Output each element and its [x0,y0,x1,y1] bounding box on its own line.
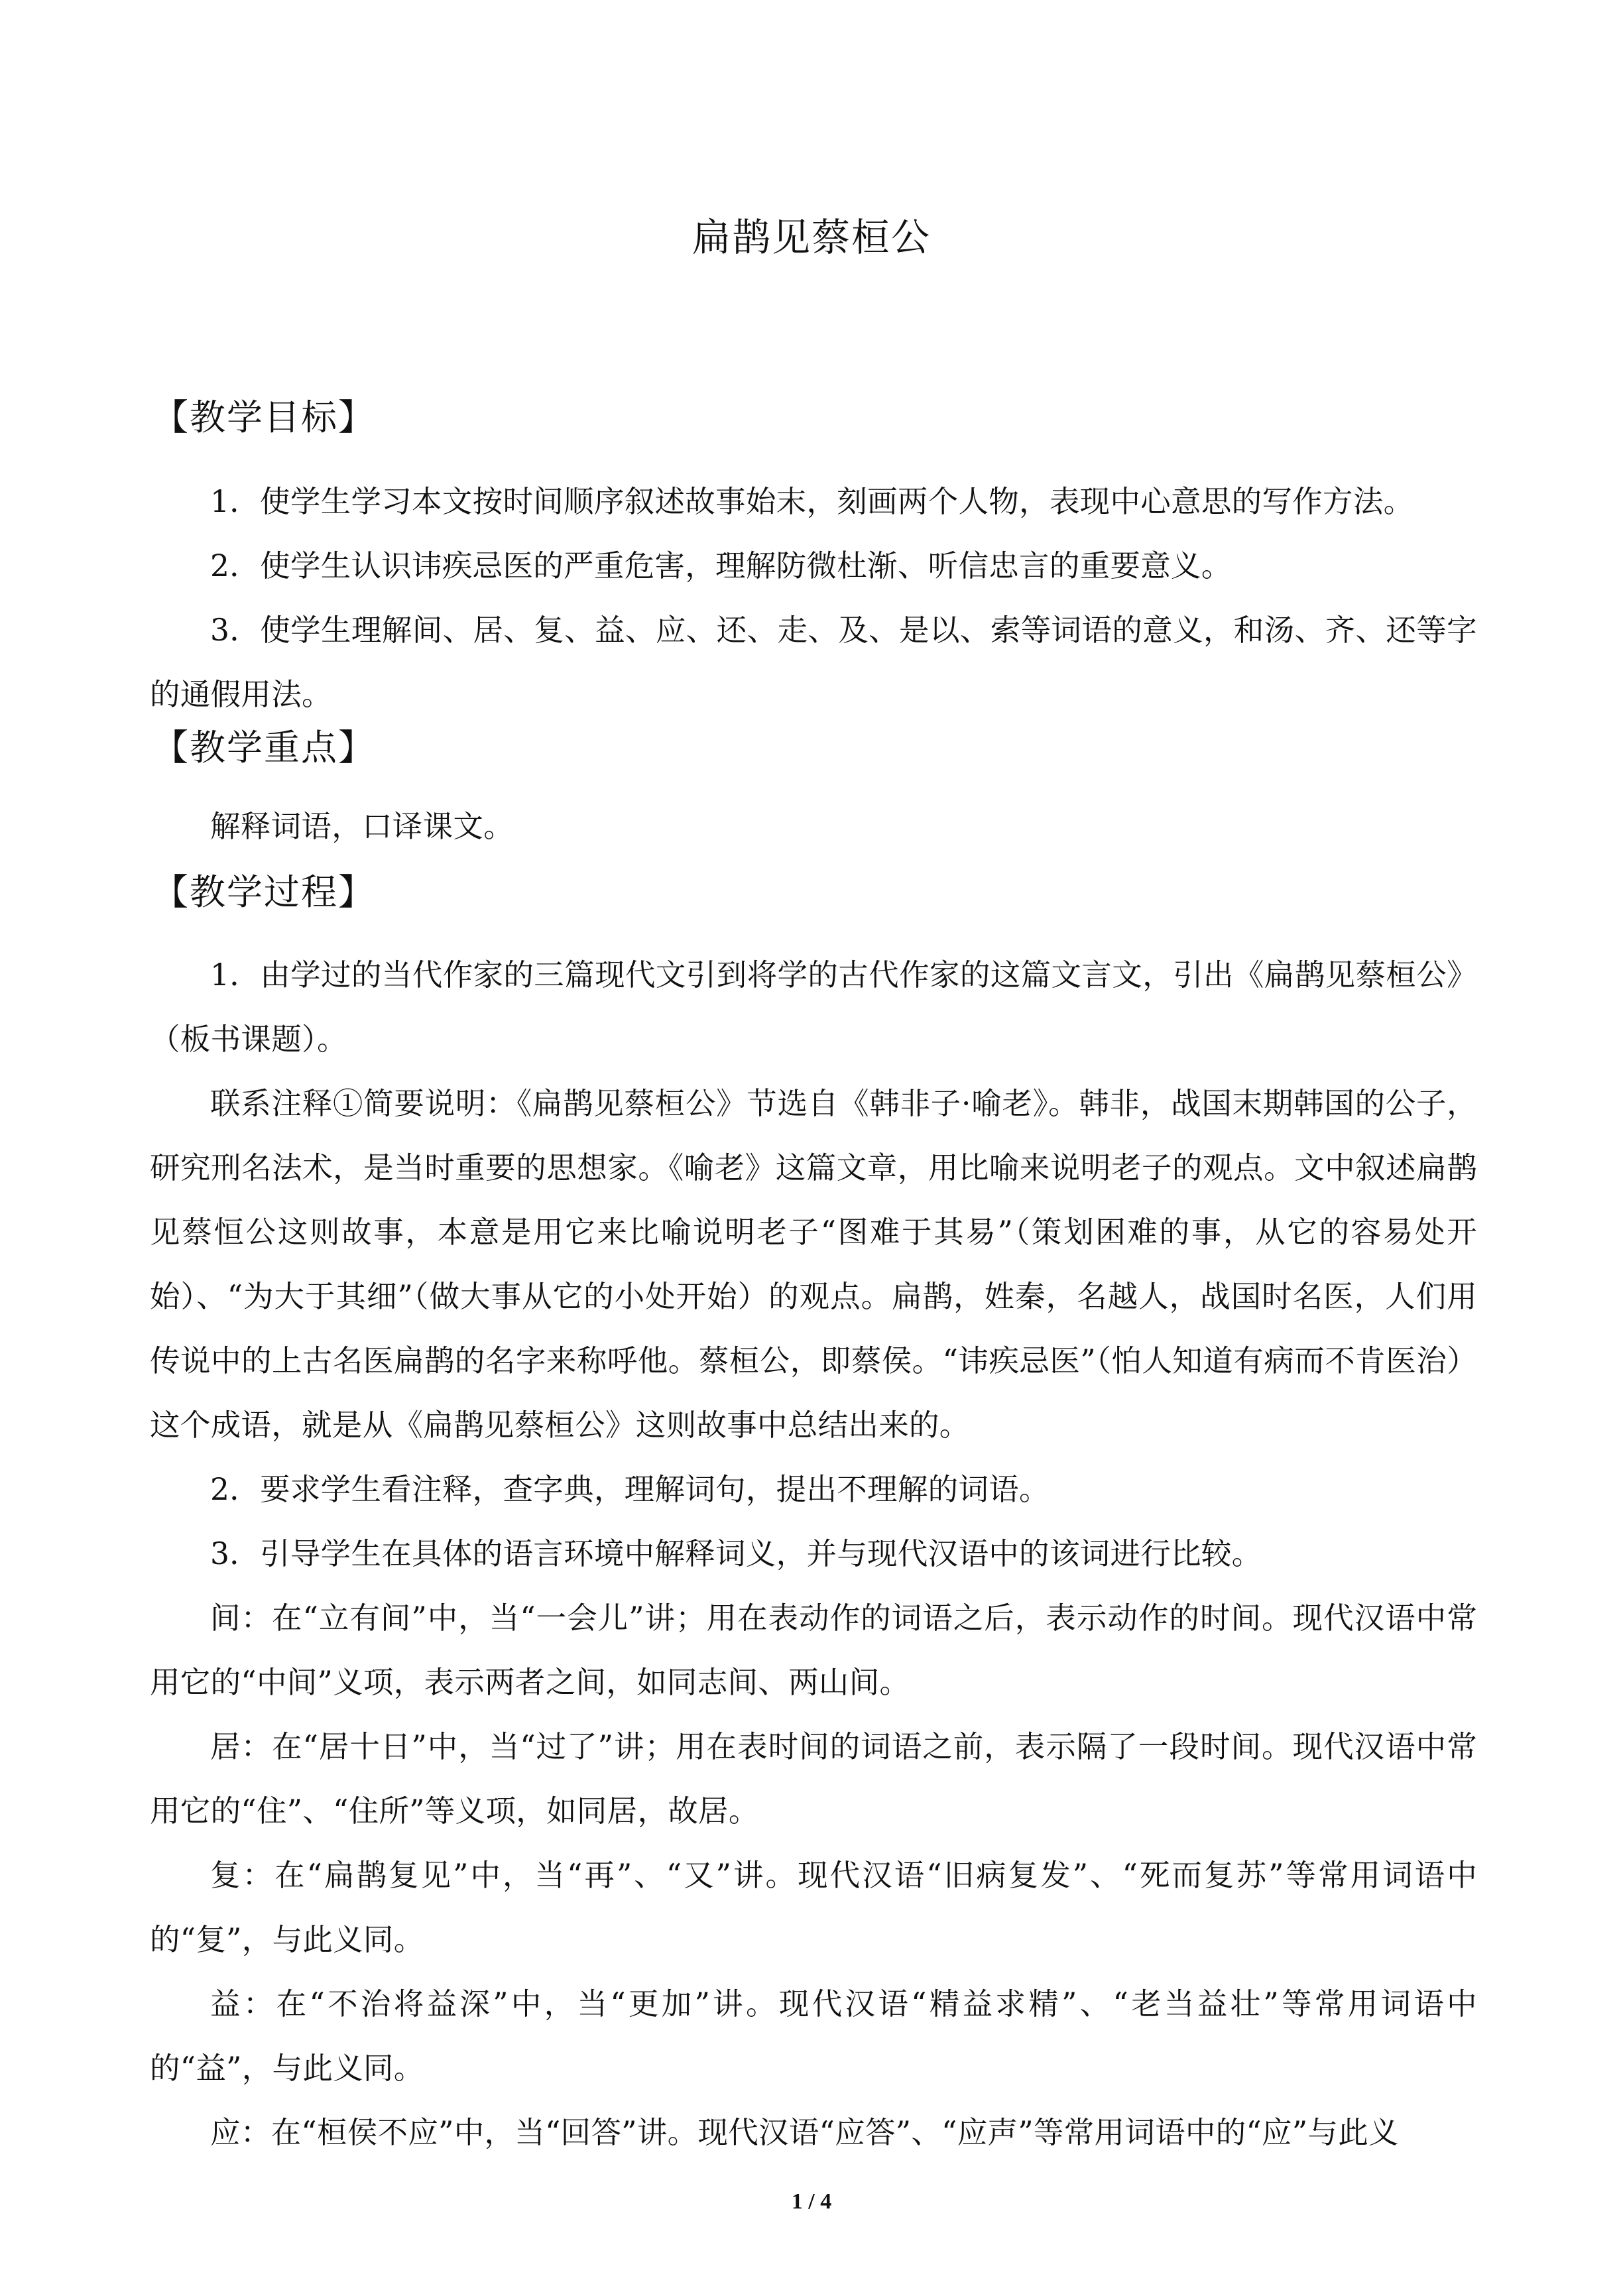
section-heading-focus: 【教学重点】 [152,727,375,768]
process-paragraph-3: 2．要求学生看注释，查字典，理解词句，提出不理解的词语。 [210,1472,1050,1507]
process-paragraph-2: 联系注释①简要说明：《扁鹊见蔡桓公》节选自《韩非子·喻老》。韩非，战国末期韩国的公子，研究刑名法术，是当时重要的思想家。《喻老》这篇文章，用比喻来说明老子的观点。文中叙述扁鹊见蔡恒公这则故事，本意是用它来比喻说明老子“图难于其易”（策划困难的事，从它的容易处开始）、“为大于其细”（做大事从它的小处开始）的观点。扁鹊，姓秦，名越人，战国时名医，人们用传说中的上古名医扁鹊的名字来称呼他。蔡桓公，即蔡侯。“讳疾忌医”（怕人知道有病而不肯医治）这个成语，就是从《扁鹊见蔡桓公》这则故事中总结出来的。 [150,1086,1477,1443]
process-paragraph-4: 3．引导学生在具体的语言环境中解释词义，并与现代汉语中的该词进行比较。 [210,1536,1262,1571]
process-paragraph-7: 复：在“扁鹊复见”中，当“再”、“又”讲。现代汉语“旧病复发”、“死而复苏”等常用词语中的“复”，与此义同。 [150,1858,1477,1957]
section-heading-process: 【教学过程】 [152,871,375,913]
process-paragraph-1: 1．由学过的当代作家的三篇现代文引到将学的古代作家的这篇文言文，引出《扁鹊见蔡桓公》（板书课题）。 [150,957,1477,1057]
objective-item-2: 2．使学生认识讳疾忌医的严重危害，理解防微杜渐、听信忠言的重要意义。 [210,548,1232,583]
process-paragraph-9: 应：在“桓侯不应”中，当“回答”讲。现代汉语“应答”、“应声”等常用词语中的“应”与此义 [210,2115,1399,2150]
process-paragraph-8: 益：在“不治将益深”中，当“更加”讲。现代汉语“精益求精”、“老当益壮”等常用词语中的“益”，与此义同。 [150,1986,1477,2086]
document-title: 扁鹊见蔡桓公 [691,215,931,260]
focus-text: 解释词语，口译课文。 [210,809,514,844]
process-paragraph-6: 居：在“居十日”中，当“过了”讲；用在表时间的词语之前，表示隔了一段时间。现代汉语中常用它的“住”、“住所”等义项，如同居，故居。 [150,1729,1477,1829]
process-paragraph-5: 间：在“立有间”中，当“一会儿”讲；用在表动作的词语之后，表示动作的时间。现代汉语中常用它的“中间”义项，表示两者之间，如同志间、两山间。 [150,1601,1477,1700]
page-number: 1 / 4 [791,2189,832,2214]
objective-item-3: 3．使学生理解间、居、复、益、应、还、走、及、是以、索等词语的意义，和汤、齐、还等字的通假用法。 [150,613,1477,712]
objective-item-1: 1．使学生学习本文按时间顺序叙述故事始末，刻画两个人物，表现中心意思的写作方法。 [210,484,1414,519]
section-heading-objectives: 【教学目标】 [152,396,375,438]
